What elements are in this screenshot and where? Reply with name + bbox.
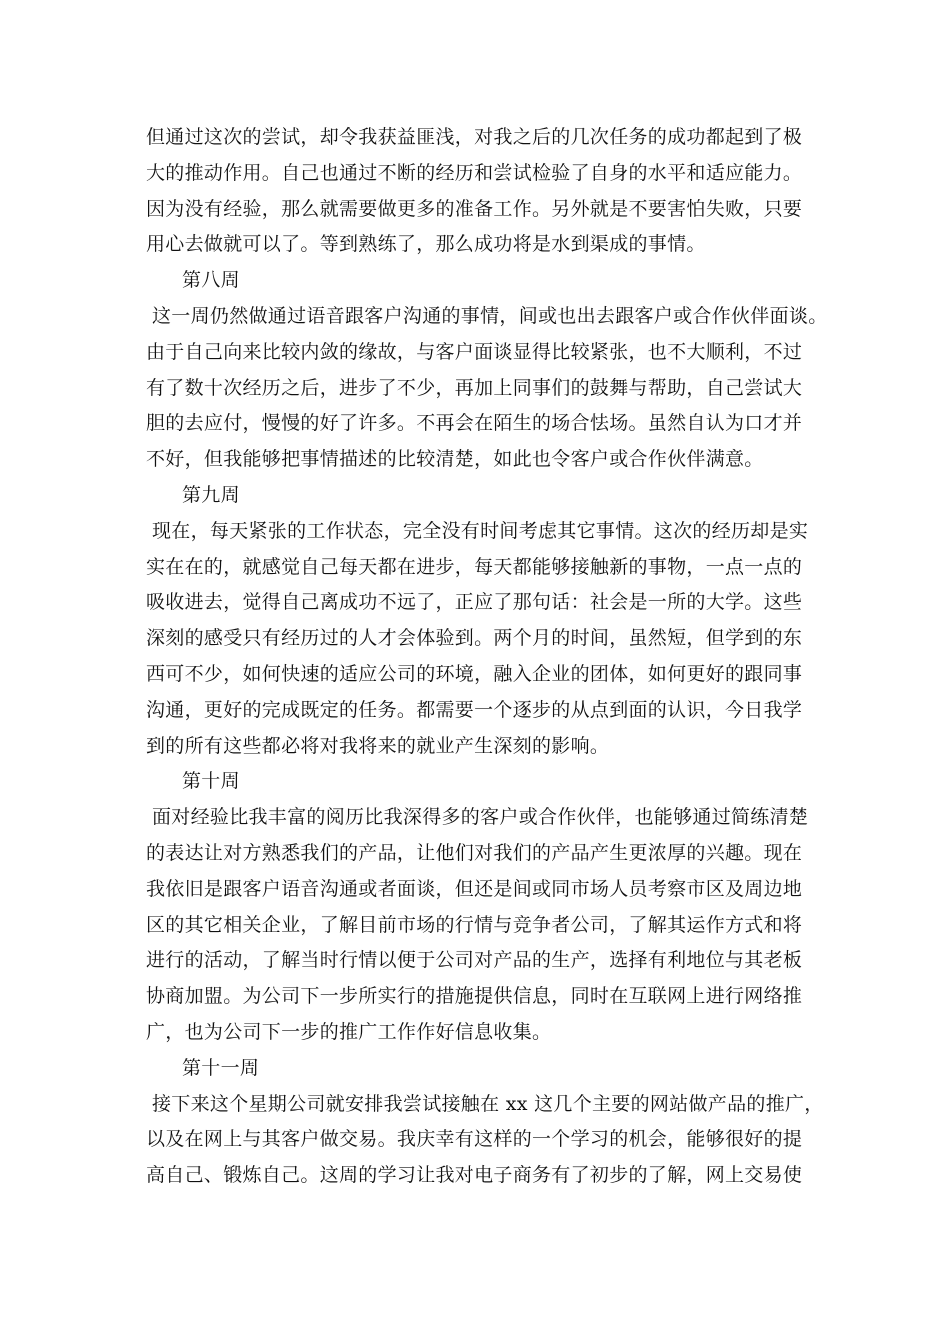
text-line: 深刻的感受只有经历过的人才会体验到。两个月的时间，虽然短，但学到的东 (146, 627, 803, 650)
section-heading: 第十周 (182, 770, 240, 793)
text-line: 这一周仍然做通过语音跟客户沟通的事情，间或也出去跟客户或合作伙伴面谈。 (152, 304, 828, 327)
text-line: 广，也为公司下一步的推广工作作好信息收集。 (146, 1020, 552, 1043)
text-line: 我依旧是跟客户语音沟通或者面谈，但还是间或同市场人员考察市区及周边地 (146, 877, 803, 900)
text-line: 高自己、锻炼自己。这周的学习让我对电子商务有了初步的了解，网上交易使 (146, 1164, 803, 1187)
text-line: 不好，但我能够把事情描述的比较清楚，如此也令客户或合作伙伴满意。 (146, 448, 764, 471)
text-line: 接下来这个星期公司就安排我尝试接触在 xx 这几个主要的网站做产品的推广， (152, 1092, 824, 1115)
text-line: 进行的活动，了解当时行情以便于公司对产品的生产，选择有利地位与其老板 (146, 949, 803, 972)
text-line: 现在，每天紧张的工作状态，完全没有时间考虑其它事情。这次的经历却是实 (152, 519, 809, 542)
text-line: 面对经验比我丰富的阅历比我深得多的客户或合作伙伴，也能够通过简练清楚 (152, 806, 809, 829)
text-line: 胆的去应付，慢慢的好了许多。不再会在陌生的场合怯场。虽然自认为口才并 (146, 412, 803, 435)
text-line: 区的其它相关企业，了解目前市场的行情与竞争者公司，了解其运作方式和将 (146, 913, 803, 936)
text-line: 有了数十次经历之后，进步了不少，再加上同事们的鼓舞与帮助，自己尝试大 (146, 376, 803, 399)
text-line: 大的推动作用。自己也通过不断的经历和尝试检验了自身的水平和适应能力。 (146, 161, 803, 184)
text-line: 到的所有这些都必将对我将来的就业产生深刻的影响。 (146, 734, 610, 757)
document-body (146, 120, 826, 1194)
text-line: 吸收进去，觉得自己离成功不远了，正应了那句话：社会是一所的大学。这些 (146, 591, 803, 614)
section-heading: 第八周 (182, 269, 240, 292)
section-heading: 第九周 (182, 483, 240, 506)
text-line: 用心去做就可以了。等到熟练了，那么成功将是水到渠成的事情。 (146, 233, 706, 256)
text-line: 因为没有经验，那么就需要做更多的准备工作。另外就是不要害怕失败，只要 (146, 197, 803, 220)
text-line: 但通过这次的尝试，却令我获益匪浅，对我之后的几次任务的成功都起到了极 (146, 126, 803, 148)
text-line: 协商加盟。为公司下一步所实行的措施提供信息，同时在互联网上进行网络推 (146, 985, 803, 1008)
text-line: 沟通，更好的完成既定的任务。都需要一个逐步的从点到面的认识，今日我学 (146, 698, 803, 721)
section-heading: 第十一周 (182, 1056, 260, 1079)
text-line: 西可不少，如何快速的适应公司的环境，融入企业的团体，如何更好的跟同事 (146, 662, 803, 685)
text-line: 由于自己向来比较内敛的缘故，与客户面谈显得比较紧张，也不大顺利，不过 (146, 340, 803, 363)
text-line: 以及在网上与其客户做交易。我庆幸有这样的一个学习的机会，能够很好的提 (146, 1128, 803, 1151)
text-line: 实在在的，就感觉自己每天都在进步，每天都能够接触新的事物，一点一点的 (146, 555, 803, 578)
text-line: 的表达让对方熟悉我们的产品，让他们对我们的产品产生更浓厚的兴趣。现在 (146, 841, 803, 864)
